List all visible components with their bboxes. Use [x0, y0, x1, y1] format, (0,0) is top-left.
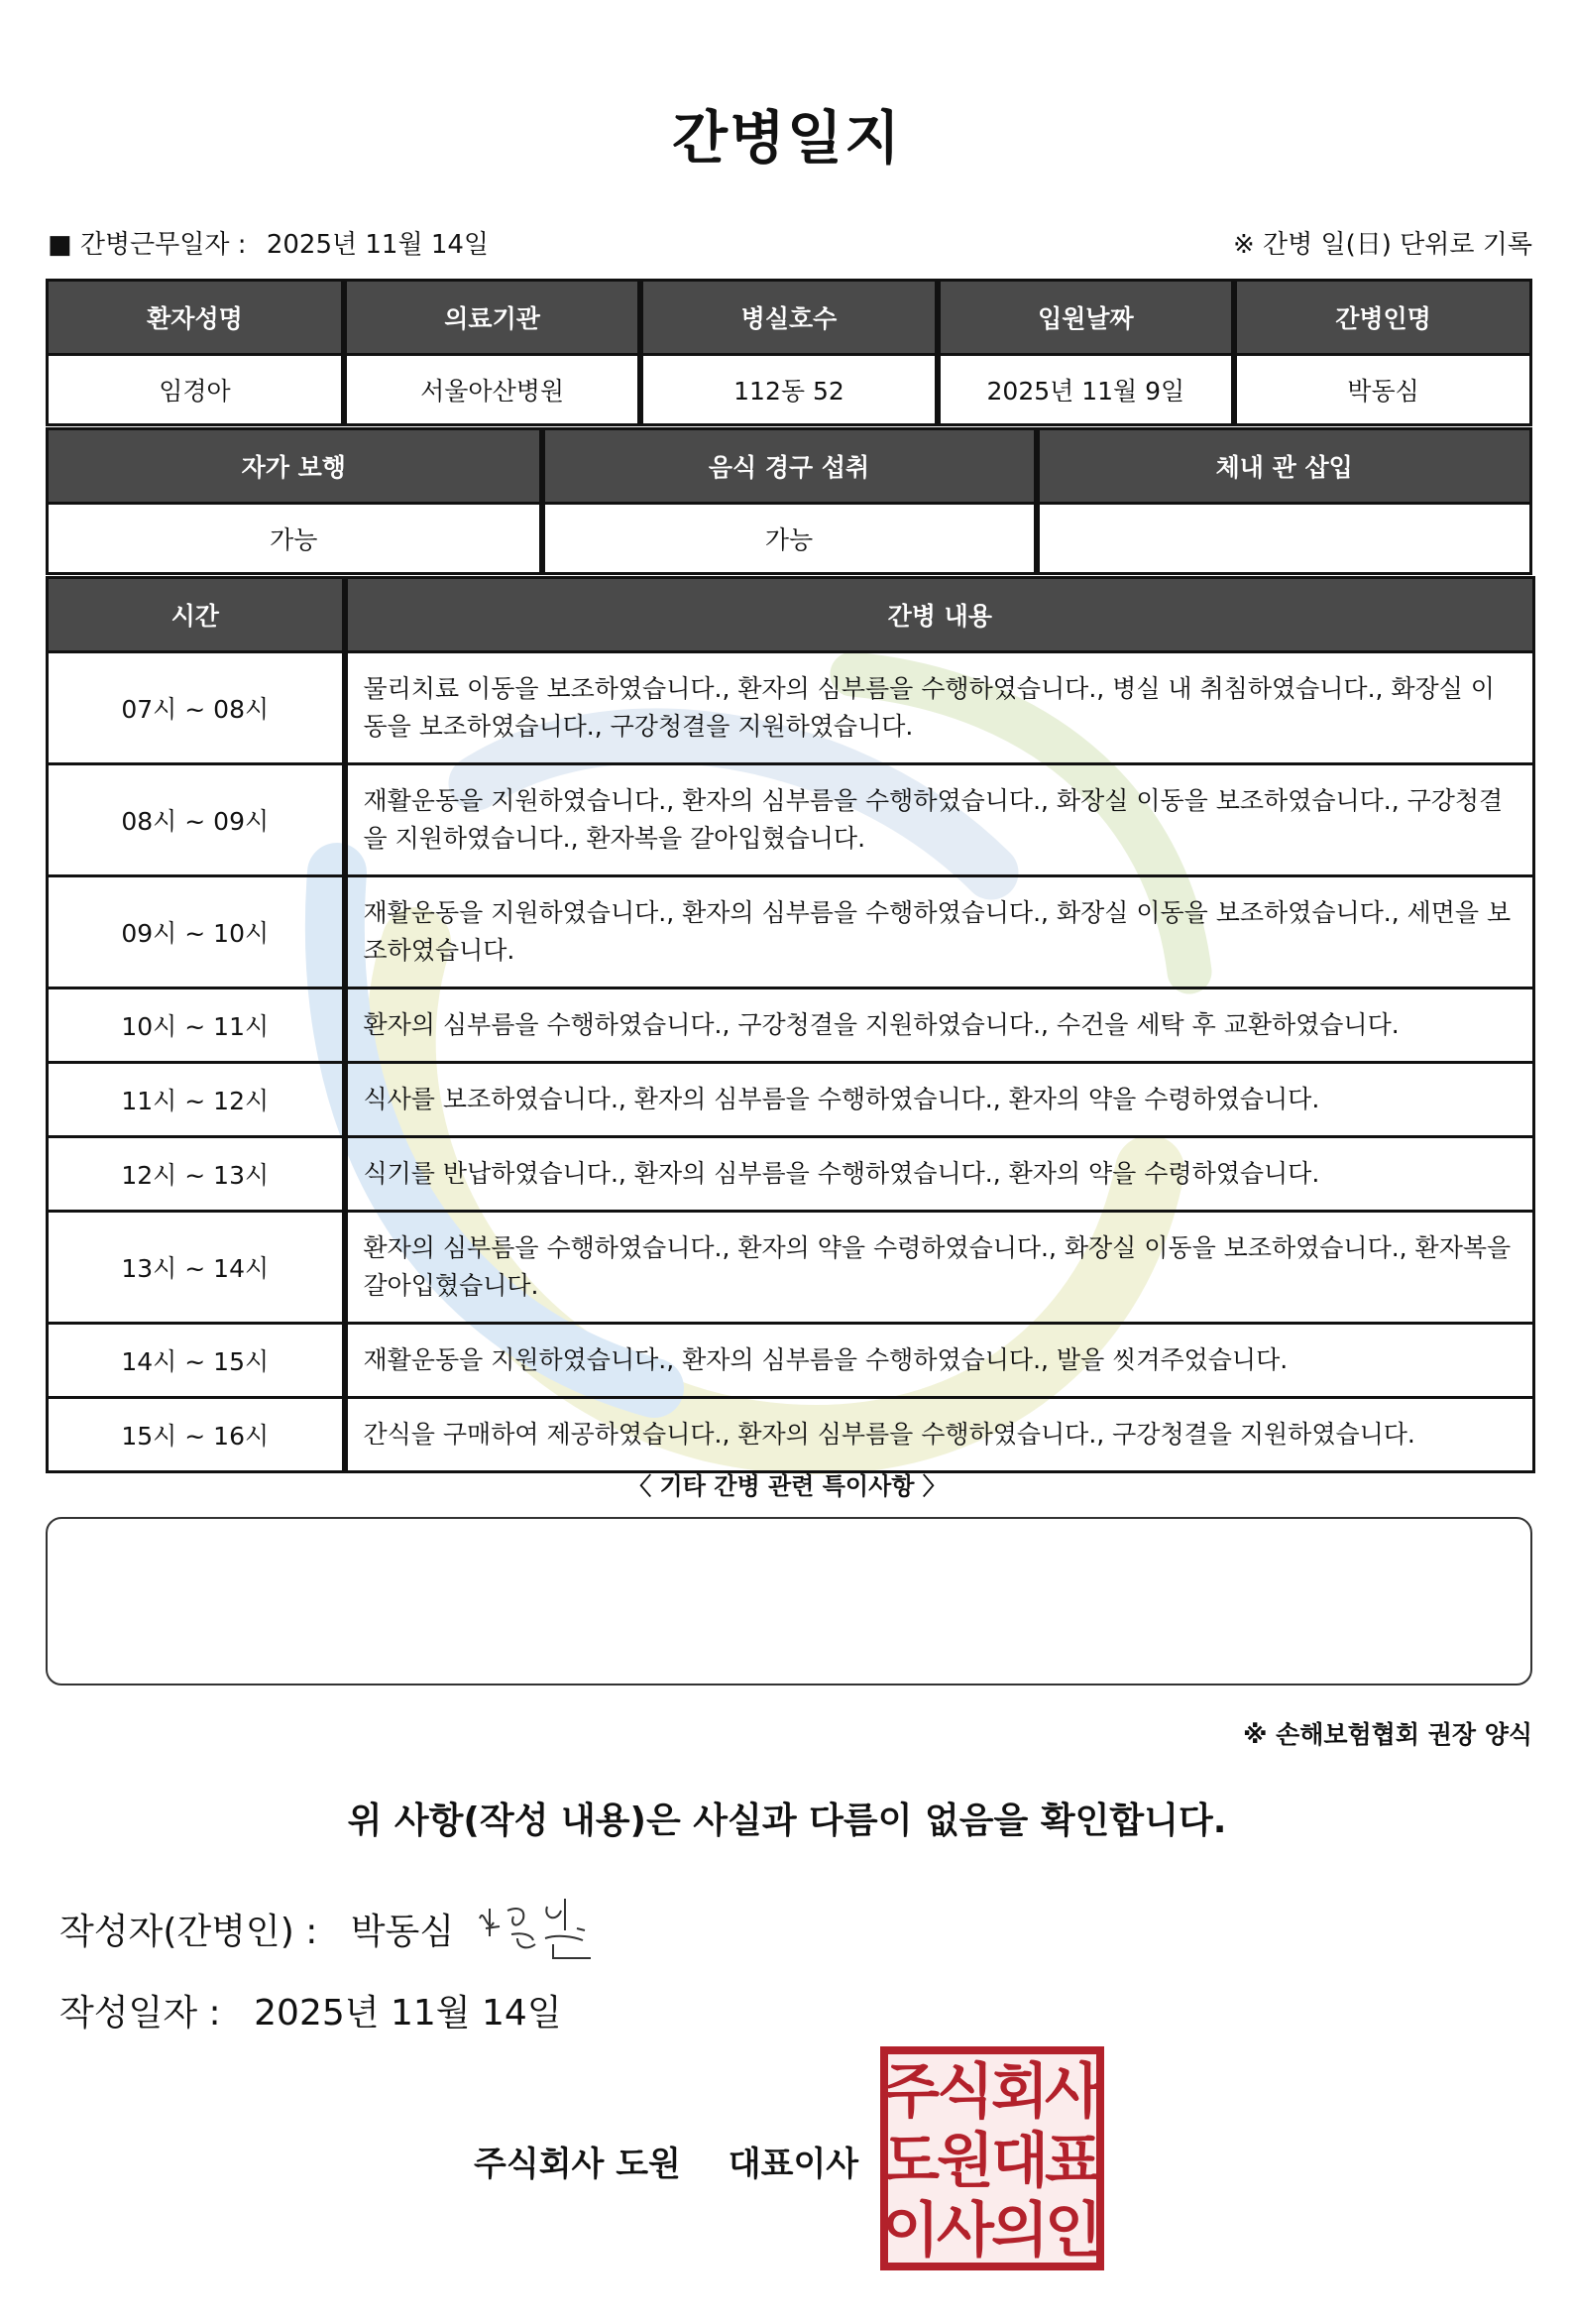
recommended-form-note: ※ 손해보험협회 권장 양식	[1243, 1720, 1532, 1749]
written-date-line	[59, 1985, 562, 2035]
status-value-row	[48, 504, 1531, 574]
header-room-number: 병실호수	[640, 281, 937, 355]
care-log-table	[46, 576, 1535, 1473]
work-date-value: 2025년 11월 14일	[266, 230, 490, 260]
header-self-walking: 자가 보행	[48, 429, 542, 504]
svg-text:주: 주	[882, 2057, 940, 2127]
table-row	[48, 1324, 1534, 1398]
svg-text:인: 인	[1045, 2196, 1102, 2266]
written-date-label: 작성일자 :	[59, 1993, 221, 2034]
svg-text:의: 의	[991, 2196, 1049, 2266]
time-slot: 14시 ~ 15시	[48, 1324, 345, 1398]
svg-text:도: 도	[882, 2127, 940, 2196]
care-content: 재활운동을 지원하였습니다., 환자의 심부름을 수행하였습니다., 화장실 이동을 보조하였습니다., 구강청결을 지원하였습니다., 환자복을 갈아입혔습니다.	[345, 764, 1534, 876]
writer-name: 박동심	[350, 1912, 455, 1952]
care-content: 식사를 보조하였습니다., 환자의 심부름을 수행하였습니다., 환자의 약을 수령하였습니다.	[345, 1063, 1534, 1137]
header-medical-institution: 의료기관	[344, 281, 640, 355]
care-content: 식기를 반납하였습니다., 환자의 심부름을 수행하였습니다., 환자의 약을 수령하였습니다.	[345, 1137, 1534, 1212]
care-content: 재활운동을 지원하였습니다., 환자의 심부름을 수행하였습니다., 화장실 이동을 보조하였습니다., 세면을 보조하였습니다.	[345, 876, 1534, 988]
patient-status-table	[46, 427, 1532, 575]
svg-text:이: 이	[882, 2196, 940, 2266]
document-title: 간병일지	[671, 104, 903, 172]
status-header-row	[48, 429, 1531, 504]
company-representative: 대표이사	[728, 2145, 859, 2184]
header-care-content: 간병 내용	[345, 578, 1534, 652]
table-row	[48, 652, 1534, 764]
patient-info-table	[46, 279, 1532, 426]
svg-text:원: 원	[937, 2127, 994, 2196]
room-number: 112동 52	[640, 355, 937, 425]
time-slot: 07시 ~ 08시	[48, 652, 345, 764]
medical-institution: 서울아산병원	[344, 355, 640, 425]
header-tube-insertion: 체내 관 삽입	[1037, 429, 1531, 504]
time-slot: 11시 ~ 12시	[48, 1063, 345, 1137]
care-content: 간식을 구매하여 제공하였습니다., 환자의 심부름을 수행하였습니다., 구강청결을 지원하였습니다.	[345, 1398, 1534, 1472]
daily-record-note: ※ 간병 일(日) 단위로 기록	[1232, 230, 1532, 260]
care-content: 환자의 심부름을 수행하였습니다., 구강청결을 지원하였습니다., 수건을 세탁 후 교환하였습니다.	[345, 988, 1534, 1063]
header-caregiver-name: 간병인명	[1234, 281, 1530, 355]
svg-text:식: 식	[937, 2057, 994, 2127]
tube-insertion-value	[1037, 504, 1531, 574]
caregiver-name: 박동심	[1234, 355, 1530, 425]
work-date	[48, 224, 489, 261]
company-name: 주식회사 도원	[474, 2145, 681, 2184]
writer-line	[59, 1904, 454, 1954]
table-row	[48, 1212, 1534, 1324]
special-notes-box	[46, 1517, 1532, 1685]
svg-text:사: 사	[1045, 2057, 1102, 2127]
svg-text:사: 사	[937, 2196, 994, 2266]
company-signature-line	[474, 2137, 858, 2185]
time-slot: 10시 ~ 11시	[48, 988, 345, 1063]
care-content: 환자의 심부름을 수행하였습니다., 환자의 약을 수령하였습니다., 화장실 이동을 보조하였습니다., 환자복을 갈아입혔습니다.	[345, 1212, 1534, 1324]
header-oral-intake: 음식 경구 섭취	[542, 429, 1037, 504]
special-notes-label: 〈 기타 간병 관련 특이사항 〉	[627, 1472, 947, 1500]
work-date-label: ■ 간병근무일자 :	[48, 230, 247, 260]
header-patient-name: 환자성명	[48, 281, 344, 355]
time-slot: 08시 ~ 09시	[48, 764, 345, 876]
care-log-header-row	[48, 578, 1534, 652]
table-row	[48, 876, 1534, 988]
table-row	[48, 1398, 1534, 1472]
care-content: 물리치료 이동을 보조하였습니다., 환자의 심부름을 수행하였습니다., 병실 내 취침하였습니다., 화장실 이동을 보조하였습니다., 구강청결을 지원하였습니다.	[345, 652, 1534, 764]
time-slot: 09시 ~ 10시	[48, 876, 345, 988]
confirmation-statement: 위 사항(작성 내용)은 사실과 다름이 없음을 확인합니다.	[347, 1801, 1227, 1841]
oral-intake-value: 가능	[542, 504, 1037, 574]
time-slot: 13시 ~ 14시	[48, 1212, 345, 1324]
svg-text:대: 대	[991, 2127, 1049, 2196]
company-seal-stamp	[880, 2046, 1104, 2270]
table-row	[48, 1063, 1534, 1137]
patient-info-value-row	[48, 355, 1531, 425]
admission-date: 2025년 11월 9일	[938, 355, 1234, 425]
time-slot: 15시 ~ 16시	[48, 1398, 345, 1472]
header-admission-date: 입원날짜	[938, 281, 1234, 355]
svg-text:회: 회	[991, 2057, 1049, 2127]
table-row	[48, 1137, 1534, 1212]
written-date-value: 2025년 11월 14일	[254, 1993, 562, 2034]
patient-info-header-row	[48, 281, 1531, 355]
handwritten-signature	[474, 1889, 613, 1968]
care-content: 재활운동을 지원하였습니다., 환자의 심부름을 수행하였습니다., 발을 씻겨주었습니다.	[345, 1324, 1534, 1398]
self-walking-value: 가능	[48, 504, 542, 574]
table-row	[48, 988, 1534, 1063]
svg-text:표: 표	[1045, 2127, 1102, 2196]
patient-name: 임경아	[48, 355, 344, 425]
header-time: 시간	[48, 578, 345, 652]
time-slot: 12시 ~ 13시	[48, 1137, 345, 1212]
writer-label: 작성자(간병인) :	[59, 1912, 318, 1952]
table-row	[48, 764, 1534, 876]
